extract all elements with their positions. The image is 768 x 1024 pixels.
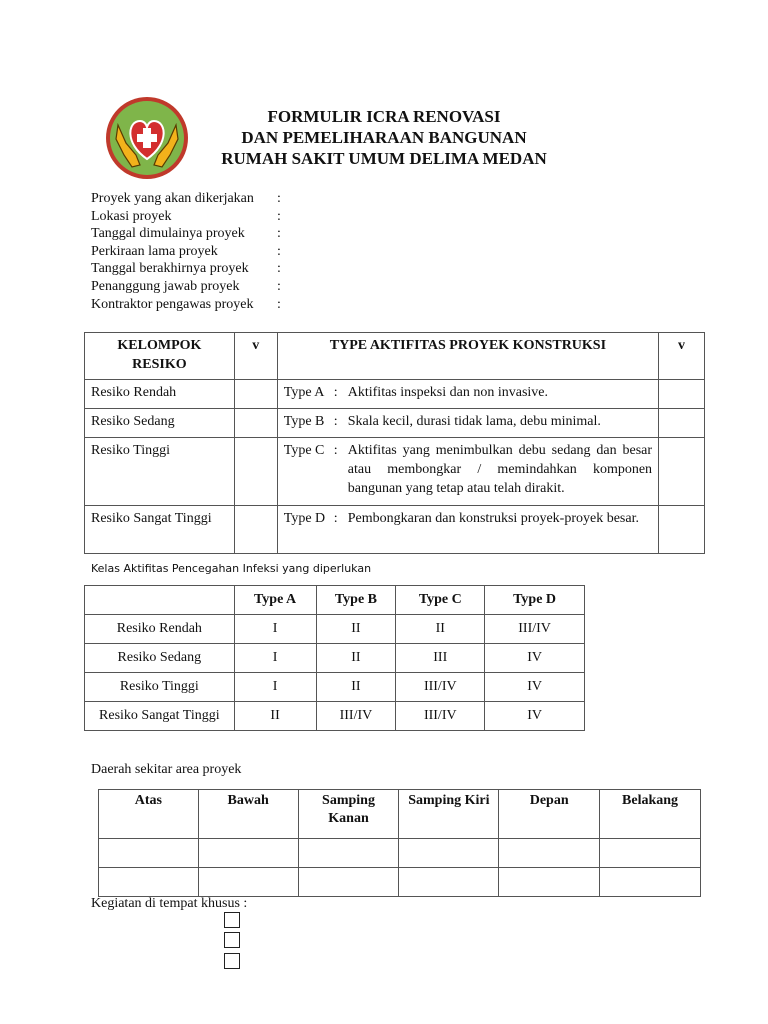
class-cell: IV <box>485 673 585 702</box>
kegiatan-checkbox-1[interactable] <box>224 912 240 928</box>
field-proyek[interactable] <box>91 190 281 208</box>
risk-label-cell: Resiko Sangat Tinggi <box>85 702 235 731</box>
class-cell: IV <box>485 702 585 731</box>
table-row <box>99 839 701 868</box>
field-label: Tanggal berakhirnya proyek <box>91 261 249 277</box>
table-header-row <box>85 586 585 615</box>
table-header-row <box>85 333 705 380</box>
area-cell[interactable] <box>99 868 199 897</box>
field-tanggal-akhir[interactable] <box>91 260 281 278</box>
hospital-logo-icon <box>104 95 190 181</box>
check-cell-type[interactable] <box>659 380 705 409</box>
table-row <box>85 673 585 702</box>
class-cell: II <box>316 644 396 673</box>
check-cell-type[interactable] <box>659 438 705 506</box>
table-row <box>85 506 705 554</box>
field-label: Kontraktor pengawas proyek <box>91 296 254 312</box>
class-cell: III/IV <box>485 615 585 644</box>
header-type-d: Type D <box>485 586 585 615</box>
area-cell[interactable] <box>600 868 701 897</box>
area-cell[interactable] <box>600 839 701 868</box>
table-row <box>85 702 585 731</box>
area-cell[interactable] <box>99 839 199 868</box>
table-header-row <box>99 790 701 839</box>
activity-type: Type B <box>283 414 325 429</box>
area-cell[interactable] <box>499 868 600 897</box>
field-lokasi[interactable] <box>91 208 281 226</box>
area-cell[interactable] <box>198 839 298 868</box>
prevention-class-table <box>84 585 585 731</box>
risk-group-cell: Resiko Tinggi <box>85 438 235 506</box>
class-cell: III/IV <box>316 702 396 731</box>
activity-type: Type C <box>283 443 325 458</box>
header-check-1: v <box>234 333 277 380</box>
class-cell: IV <box>485 644 585 673</box>
class-cell: III <box>396 644 485 673</box>
table-row <box>85 380 705 409</box>
table-row <box>85 438 705 506</box>
check-cell-group[interactable] <box>234 380 277 409</box>
header-type-c: Type C <box>396 586 485 615</box>
header-samping-kiri: Samping Kiri <box>399 790 499 839</box>
activity-cell <box>277 438 658 506</box>
activity-colon: : <box>333 414 338 429</box>
area-cell[interactable] <box>298 868 399 897</box>
activity-type: Type A <box>283 385 325 400</box>
risk-label-cell: Resiko Sedang <box>85 644 235 673</box>
header-type-b: Type B <box>316 586 396 615</box>
field-label: Perkiraan lama proyek <box>91 243 218 259</box>
area-cell[interactable] <box>198 868 298 897</box>
table-row <box>85 409 705 438</box>
project-info-fields <box>91 190 281 313</box>
field-colon: : <box>277 208 281 224</box>
field-lama-proyek[interactable] <box>91 243 281 261</box>
table-row <box>85 615 585 644</box>
header-samping-kanan: Samping Kanan <box>298 790 399 839</box>
kegiatan-label: Kegiatan di tempat khusus : <box>91 896 248 911</box>
field-colon: : <box>277 278 281 294</box>
risk-group-cell: Resiko Rendah <box>85 380 235 409</box>
class-cell: II <box>316 615 396 644</box>
check-cell-group[interactable] <box>234 438 277 506</box>
table-row <box>99 868 701 897</box>
field-colon: : <box>277 243 281 259</box>
field-colon: : <box>277 296 281 312</box>
field-kontraktor[interactable] <box>91 296 281 314</box>
title-line-3: RUMAH SAKIT UMUM DELIMA MEDAN <box>221 149 547 168</box>
field-penanggung-jawab[interactable] <box>91 278 281 296</box>
class-cell: I <box>234 615 316 644</box>
check-cell-type[interactable] <box>659 409 705 438</box>
risk-type-table <box>84 332 705 554</box>
class-cell: I <box>234 644 316 673</box>
activity-colon: : <box>333 443 338 458</box>
activity-colon: : <box>333 385 338 400</box>
activity-description: Aktifitas inspeksi dan non invasive. <box>347 385 549 400</box>
activity-type: Type D <box>283 511 326 526</box>
class-cell: I <box>234 673 316 702</box>
title-line-1: FORMULIR ICRA RENOVASI <box>267 107 501 126</box>
header-belakang: Belakang <box>600 790 701 839</box>
risk-label-cell: Resiko Tinggi <box>85 673 235 702</box>
field-colon: : <box>277 261 281 277</box>
header-depan: Depan <box>499 790 600 839</box>
check-cell-type[interactable] <box>659 506 705 554</box>
area-cell[interactable] <box>399 868 499 897</box>
table-row <box>85 644 585 673</box>
activity-colon: : <box>333 511 338 526</box>
risk-group-cell: Resiko Sedang <box>85 409 235 438</box>
activity-description: Aktifitas yang menimbulkan debu sedang dan besar atau membongkar / memindahkan komponen bangunan yang tetap atau telah dirakit. <box>347 443 653 496</box>
class-cell: II <box>396 615 485 644</box>
field-label: Tanggal dimulainya proyek <box>91 226 245 242</box>
field-label: Proyek yang akan dikerjakan <box>91 191 254 206</box>
surrounding-area-table <box>98 789 701 897</box>
activity-cell <box>277 506 658 554</box>
check-cell-group[interactable] <box>234 409 277 438</box>
header-type-aktifitas: TYPE AKTIFITAS PROYEK KONSTRUKSI <box>277 333 658 380</box>
title-line-2: DAN PEMELIHARAAN BANGUNAN <box>241 128 527 147</box>
header-atas: Atas <box>99 790 199 839</box>
header-check-2: v <box>659 333 705 380</box>
class-cell: II <box>316 673 396 702</box>
area-section-label: Daerah sekitar area proyek <box>91 762 242 777</box>
area-cell[interactable] <box>298 839 399 868</box>
risk-label-cell: Resiko Rendah <box>85 615 235 644</box>
class-cell: III/IV <box>396 702 485 731</box>
area-cell[interactable] <box>399 839 499 868</box>
activity-cell <box>277 409 658 438</box>
class-table-title: Kelas Aktifitas Pencegahan Infeksi yang diperlukan <box>91 562 372 575</box>
form-title <box>200 106 568 169</box>
area-cell[interactable] <box>499 839 600 868</box>
activity-description: Skala kecil, durasi tidak lama, debu minimal. <box>347 414 601 429</box>
check-cell-group[interactable] <box>234 506 277 554</box>
field-tanggal-mulai[interactable] <box>91 225 281 243</box>
kegiatan-checkbox-3[interactable] <box>224 953 240 969</box>
header-empty <box>85 586 235 615</box>
header-type-a: Type A <box>234 586 316 615</box>
field-colon: : <box>277 226 281 242</box>
header-kelompok-resiko: KELOMPOK RESIKO <box>85 333 235 380</box>
field-label: Lokasi proyek <box>91 208 172 224</box>
field-colon: : <box>277 191 281 206</box>
activity-description: Pembongkaran dan konstruksi proyek-proyek besar. <box>347 511 639 526</box>
class-cell: III/IV <box>396 673 485 702</box>
class-cell: II <box>234 702 316 731</box>
activity-cell <box>277 380 658 409</box>
kegiatan-checkbox-2[interactable] <box>224 932 240 948</box>
header-bawah: Bawah <box>198 790 298 839</box>
risk-group-cell: Resiko Sangat Tinggi <box>85 506 235 554</box>
field-label: Penanggung jawab proyek <box>91 278 240 294</box>
